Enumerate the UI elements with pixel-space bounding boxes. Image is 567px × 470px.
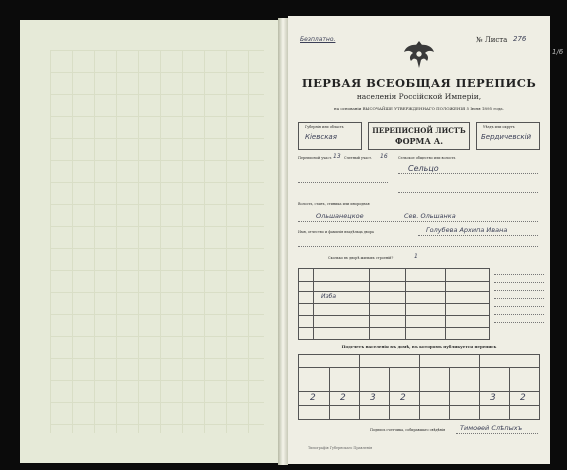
signature-label: Подпись счетчика, собиравшаго свѣдѣнія (370, 428, 446, 432)
society-line (398, 173, 538, 174)
signature-line (456, 433, 538, 434)
field-line-2 (398, 192, 538, 193)
census-area-label: Переписной участ. (298, 156, 333, 160)
signature-value: Тимоѳей Слѣпыхъ (460, 424, 523, 432)
left-page (20, 20, 283, 463)
village-value: Ольшанецкое (316, 212, 364, 220)
district-box (476, 122, 540, 150)
owner-line (418, 235, 538, 236)
note-line-3 (494, 290, 544, 291)
buildings-col-4 (445, 269, 446, 339)
buildings-col-3 (405, 269, 406, 339)
district-value: Бердичевскій (481, 133, 532, 141)
form-letter: ФОРМА А. (394, 136, 444, 146)
district-label: Уѣздъ или округъ (483, 125, 515, 129)
book-gutter (278, 18, 288, 465)
buildings-col-1 (313, 269, 314, 339)
summary-title: Подсчетъ населенія въ домѣ, въ которомъ публикуется перепись (341, 344, 497, 349)
summary-subcol-3 (449, 367, 450, 419)
document-spread (10, 8, 564, 463)
buildings-row-1 (299, 291, 489, 292)
buildings-row-3 (299, 315, 489, 316)
counting-area-value: 16 (380, 153, 388, 160)
summary-table (298, 354, 540, 420)
province-label: Губернія или область (305, 125, 344, 129)
sheet-number: 276 (513, 35, 527, 43)
legal-basis: на основаніи ВЫСОЧАЙШЕ УТВЕРЖДЕННАГО ПОЛОЖЕНІЯ 5 Іюня 1895 года. (334, 106, 504, 111)
form-name: ПЕРЕПИСНОЙ ЛИСТЪ (372, 126, 466, 135)
owner-label: Имя, отчество и фамилія владѣльца двора (298, 230, 374, 234)
society-label: Сельское общество или волость (398, 156, 456, 160)
summary-subcol-2 (389, 367, 390, 419)
summary-col-1 (359, 355, 360, 419)
owner-value: Голубева Архипа Ивана (426, 226, 508, 234)
field-line-3 (298, 221, 538, 222)
village-label: Волость, станъ, стиника или инородная (298, 202, 370, 206)
form-title: ПЕРВАЯ ВСЕОБЩАЯ ПЕРЕПИСЬ (301, 76, 537, 90)
summary-value-4: 2 (400, 393, 406, 403)
summary-value-2: 2 (340, 393, 346, 403)
margin-note: 1/6 (552, 48, 564, 56)
note-line-7 (494, 322, 544, 323)
summary-col-2 (419, 355, 420, 419)
field-line-4 (298, 246, 538, 247)
left-page-grid (50, 50, 264, 433)
note-line-6 (494, 314, 544, 315)
sheet-number-label: № Листа (476, 36, 508, 44)
summary-subcol-4 (509, 367, 510, 419)
field-line-1 (298, 182, 388, 183)
buildings-row-4 (299, 327, 489, 328)
buildings-col-2 (369, 269, 370, 339)
province-value: Кіевская (305, 133, 337, 141)
form-name-box (368, 122, 470, 150)
buildings-table (298, 268, 490, 340)
dwellers-value: 1 (414, 253, 418, 260)
note-line-4 (494, 298, 544, 299)
census-area-value: 13 (333, 153, 341, 160)
summary-value-3: 3 (370, 393, 376, 403)
imperial-eagle-icon (402, 38, 436, 74)
summary-subcol-1 (329, 367, 330, 419)
summary-value-6: 2 (520, 393, 526, 403)
estate-value: Сев. Ольшанка (404, 212, 456, 220)
note-line-1 (494, 274, 544, 275)
buildings-row-2 (299, 303, 489, 304)
summary-value-1: 2 (310, 393, 316, 403)
note-line-2 (494, 282, 544, 283)
note-line-5 (494, 306, 544, 307)
print-note: Типографія Губернскаго Правленія (308, 446, 373, 450)
summary-col-3 (479, 355, 480, 419)
hut-value: Изба (321, 293, 337, 300)
buildings-header-line (299, 281, 489, 282)
dwellers-label: Сколько въ дворѣ жилыхъ строеній? (328, 256, 394, 260)
society-value: Сельцо (408, 164, 439, 173)
summary-value-5: 3 (490, 393, 496, 403)
form-subtitle: населенія Россійской Имперіи, (356, 92, 482, 101)
counting-area-label: Счетный участ. (344, 156, 373, 160)
instructions-note (494, 268, 544, 338)
free-label: Безплатно. (300, 36, 336, 43)
census-form-page (288, 16, 550, 464)
province-box (298, 122, 362, 150)
